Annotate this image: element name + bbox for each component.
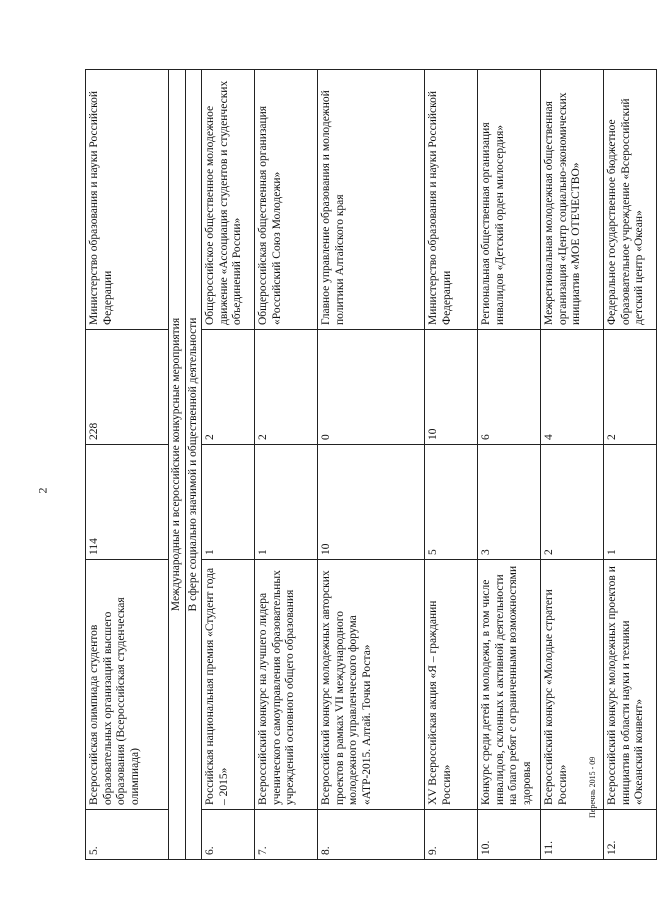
table-row xyxy=(478,70,541,860)
quota-b: 2 xyxy=(255,330,318,445)
quota-b: 6 xyxy=(478,330,541,445)
row-number: 7. xyxy=(255,810,318,860)
event-name: XV Всероссийская акция «Я – гражданин России» xyxy=(425,560,478,810)
quota-a: 2 xyxy=(541,445,604,560)
organizer: Федеральное государственное бюджетное образовательное учреждение «Всероссийский детский центр «Океан» xyxy=(604,70,657,330)
table-row xyxy=(255,70,318,860)
organizer: Региональная общественная организация инвалидов «Детский орден милосердия» xyxy=(478,70,541,330)
quota-a: 1 xyxy=(604,445,657,560)
table-row xyxy=(604,70,657,860)
quota-a: 3 xyxy=(478,445,541,560)
row-number: 6. xyxy=(202,810,255,860)
quota-b: 2 xyxy=(202,330,255,445)
subsection-title: В сфере социально значимой и общественной деятельности xyxy=(185,70,202,860)
organizer: Общероссийское общественное молодежное движение «Ассоциация студентов и студенческих объединений России» xyxy=(202,70,255,330)
subsection-row xyxy=(185,70,202,860)
events-table xyxy=(85,69,657,860)
quota-a: 10 xyxy=(318,445,425,560)
rotated-table-container xyxy=(85,70,646,860)
row-number: 5. xyxy=(86,810,169,860)
event-name: Всероссийский конкурс молодежных проектов и инициатив в области науки и техники «Океанский конвент» xyxy=(604,560,657,810)
section-row xyxy=(169,70,186,860)
quota-a: 114 xyxy=(86,445,169,560)
event-name: Всероссийский конкурс на лучшего лидера ученического самоуправления образовательных учреждений основного общего образования xyxy=(255,560,318,810)
organizer: Министерство образования и науки Российской Федерации xyxy=(86,70,169,330)
quota-b: 0 xyxy=(318,330,425,445)
page-number: 2 xyxy=(35,487,50,494)
event-name: Всероссийский конкурс «Молодые стратеги России» xyxy=(541,560,604,810)
table-row xyxy=(86,70,169,860)
event-name: Конкурс среди детей и молодежи, в том числе инвалидов, склонных к активной деятельности на благо ребят с ограниченными возможностями здоровья xyxy=(478,560,541,810)
quota-b: 4 xyxy=(541,330,604,445)
table-row xyxy=(202,70,255,860)
row-number: 8. xyxy=(318,810,425,860)
organizer: Общероссийская общественная организация «Российский Союз Молодежи» xyxy=(255,70,318,330)
row-number: 9. xyxy=(425,810,478,860)
row-number: 10. xyxy=(478,810,541,860)
event-name: Российская национальная премия «Студент года – 2015» xyxy=(202,560,255,810)
event-name: Всероссийский конкурс молодежных авторских проектов в рамках VII международного молодежного управленческого форума «АТР-2015. Алтай. Точки Роста» xyxy=(318,560,425,810)
organizer: Межрегиональная молодежная общественная организация «Центр социально-экономических инициатив «МОЕ ОТЕЧЕСТВО» xyxy=(541,70,604,330)
table-row xyxy=(425,70,478,860)
organizer: Главное управление образования и молодежной политики Алтайского края xyxy=(318,70,425,330)
quota-a: 1 xyxy=(202,445,255,560)
table-row xyxy=(318,70,425,860)
organizer: Министерство образования и науки Российской Федерации xyxy=(425,70,478,330)
quota-b: 228 xyxy=(86,330,169,445)
quota-b: 10 xyxy=(425,330,478,445)
row-number: 11. xyxy=(541,810,604,860)
quota-b: 2 xyxy=(604,330,657,445)
row-number: 12. xyxy=(604,810,657,860)
event-name: Всероссийская олимпиада студентов образовательных организаций высшего образования (Всероссийская студенческая олимпиада) xyxy=(86,560,169,810)
quota-a: 1 xyxy=(255,445,318,560)
footer-note: Перечнь 2015 - 09 xyxy=(588,756,597,818)
section-title: Международные и всероссийские конкурсные мероприятия xyxy=(169,70,186,860)
quota-a: 5 xyxy=(425,445,478,560)
